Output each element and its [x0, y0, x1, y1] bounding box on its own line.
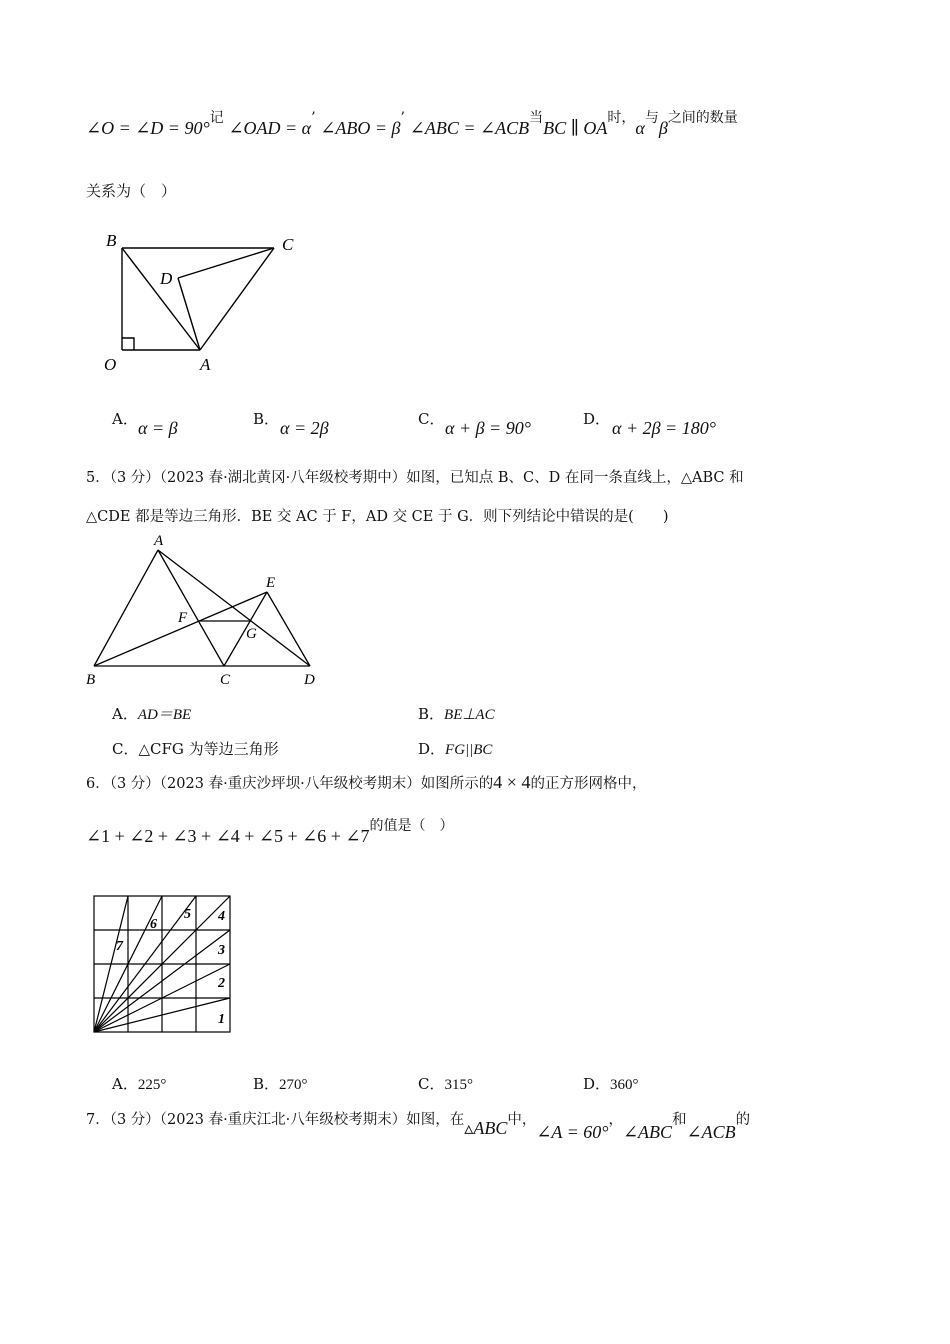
q4-seg-DC	[178, 248, 274, 278]
q5-option-c	[112, 738, 279, 759]
q5-option-d-text: FG||BC	[445, 742, 493, 758]
q4-option-b-letter: B．	[253, 410, 280, 428]
q5-option-d-letter: D．	[418, 740, 446, 758]
q4-statement-line2: 关系为（ ）	[86, 182, 177, 200]
q5-label-G: G	[246, 626, 257, 642]
q6-option-d-letter: D．	[583, 1075, 611, 1093]
q4-alpha: α	[635, 118, 645, 138]
q4-label-D: D	[160, 269, 173, 288]
q5-figure	[82, 530, 322, 690]
q6-option-c-letter: C．	[418, 1075, 445, 1093]
q4-label-B: B	[106, 231, 117, 250]
q5-label-C: C	[220, 672, 231, 688]
q5-statement-line1: 5．（3 分）（2023 春·湖北黄冈·八年级校考期中）如图，已知点 B、C、D 在同一条直线上，△ABC 和	[86, 470, 744, 486]
q6-label-3: 3	[218, 943, 225, 958]
q6-option-d	[583, 1073, 639, 1094]
q4-shi: 时，	[607, 110, 636, 126]
q4-angle-equality: ∠O = ∠D = 90°	[86, 118, 210, 138]
q5-seg-AB	[94, 550, 158, 666]
q7-triangle: ▵ABC	[464, 1118, 508, 1138]
q4-figure	[100, 228, 310, 378]
q6-label-1: 1	[218, 1012, 225, 1027]
q6-tail: 的值是（ ）	[369, 818, 454, 834]
q6-option-b-letter: B．	[253, 1075, 280, 1093]
q6-label-5: 5	[184, 907, 191, 922]
q4-option-c-letter: C．	[418, 410, 445, 428]
q6-statement-line1	[86, 772, 646, 793]
q5-label-E: E	[266, 575, 276, 591]
q7-zhong: 中，	[507, 1112, 537, 1128]
q4-label-O: O	[104, 355, 117, 374]
q4-label-C: C	[282, 235, 294, 254]
q4-dang: 当	[529, 110, 544, 126]
q5-option-b	[418, 703, 495, 724]
q6-option-c-text: 315°	[444, 1077, 473, 1093]
q4-equal-angles: ∠ABC = ∠ACB	[409, 118, 530, 138]
q6-label-7: 7	[116, 939, 123, 954]
q5-option-d	[418, 738, 492, 759]
q6-angle-sum: ∠1 + ∠2 + ∠3 + ∠4 + ∠5 + ∠6 + ∠7	[86, 826, 370, 846]
q6-option-b	[253, 1073, 308, 1094]
q7-he: 和	[672, 1112, 687, 1128]
q5-statement-line2: △CDE 都是等边三角形．BE 交 AC 于 F，AD 交 CE 于 G．则下列结论中错误的是( )	[86, 509, 669, 525]
q4-seg-BA	[122, 248, 200, 350]
q6-option-c	[418, 1073, 473, 1094]
q4-seg-DA	[178, 278, 200, 350]
q6-option-a-text: 225°	[137, 1077, 167, 1093]
q4-alpha-def: ∠OAD = α	[228, 118, 312, 138]
q4-option-d-letter: D．	[583, 410, 611, 428]
q4-option-c-text: α + β = 90°	[445, 418, 531, 438]
q4-ji: 记	[209, 110, 224, 126]
q5-option-c-text: △CFG 为等边三角形	[138, 740, 279, 758]
q5-seg-ED	[267, 592, 310, 666]
q5-label-B: B	[86, 672, 96, 688]
q6-intro-tail: 的正方形网格中，	[530, 776, 647, 792]
q6-label-2: 2	[218, 976, 225, 991]
q4-parallel: BC ∥ OA	[543, 118, 608, 138]
q4-statement-line1: ∠O = ∠D = 90°记 ∠OAD = α’ ∠ABO = β’ ∠ABC = ∠ACB当BC ∥ OA时，α与β之间的数量	[86, 110, 738, 138]
q7-angle-a: ∠A = 60°	[536, 1122, 609, 1142]
q7-statement-line1	[86, 1108, 751, 1142]
q7-angle-abc: ∠ABC	[622, 1122, 673, 1142]
q4-option-a-letter: A．	[112, 410, 138, 428]
q4-right-angle-mark	[122, 338, 134, 350]
q4-beta-def: ∠ABO = β	[320, 118, 401, 138]
q5-option-c-letter: C．	[112, 740, 139, 758]
q6-grid-size: 4 × 4	[493, 772, 531, 792]
q6-option-a-letter: A．	[112, 1075, 138, 1093]
q5-seg-AC	[158, 550, 224, 666]
q5-label-A: A	[154, 533, 164, 549]
q5-label-D: D	[304, 672, 315, 688]
q6-intro: 6．（3 分）（2023 春·重庆沙坪坝·八年级校考期末）如图所示的	[86, 776, 494, 792]
q6-option-b-text: 270°	[279, 1077, 308, 1093]
q4-seg-CA	[200, 248, 274, 350]
q4-tail: 之间的数量	[667, 110, 738, 126]
q7-comma: ，	[608, 1112, 623, 1128]
q5-option-b-text: BE⊥AC	[444, 707, 495, 723]
q6-label-4: 4	[218, 909, 225, 924]
q4-label-A: A	[200, 355, 211, 374]
q4-option-a-text: α = β	[138, 418, 178, 438]
q5-option-b-letter: B．	[418, 705, 445, 723]
q5-label-F: F	[178, 610, 188, 626]
q6-option-d-text: 360°	[610, 1077, 639, 1093]
q4-yu: 与	[644, 110, 659, 126]
q5-seg-BE	[94, 592, 267, 666]
q6-statement-line2	[86, 818, 454, 847]
q5-option-a-text: AD＝BE	[137, 707, 192, 723]
q4-beta: β	[658, 118, 668, 138]
q4-option-d-text: α + 2β = 180°	[612, 418, 716, 438]
q6-label-6: 6	[150, 917, 157, 932]
q7-de: 的	[735, 1112, 751, 1128]
q6-option-a	[112, 1073, 166, 1094]
q5-option-a	[112, 703, 191, 724]
q7-angle-acb: ∠ACB	[686, 1122, 736, 1142]
q7-intro: 7．（3 分）（2023 春·重庆江北·八年级校考期末）如图，在	[86, 1112, 465, 1128]
q5-option-a-letter: A．	[112, 705, 138, 723]
q6-figure	[88, 892, 238, 1038]
q4-option-b-text: α = 2β	[280, 418, 329, 438]
